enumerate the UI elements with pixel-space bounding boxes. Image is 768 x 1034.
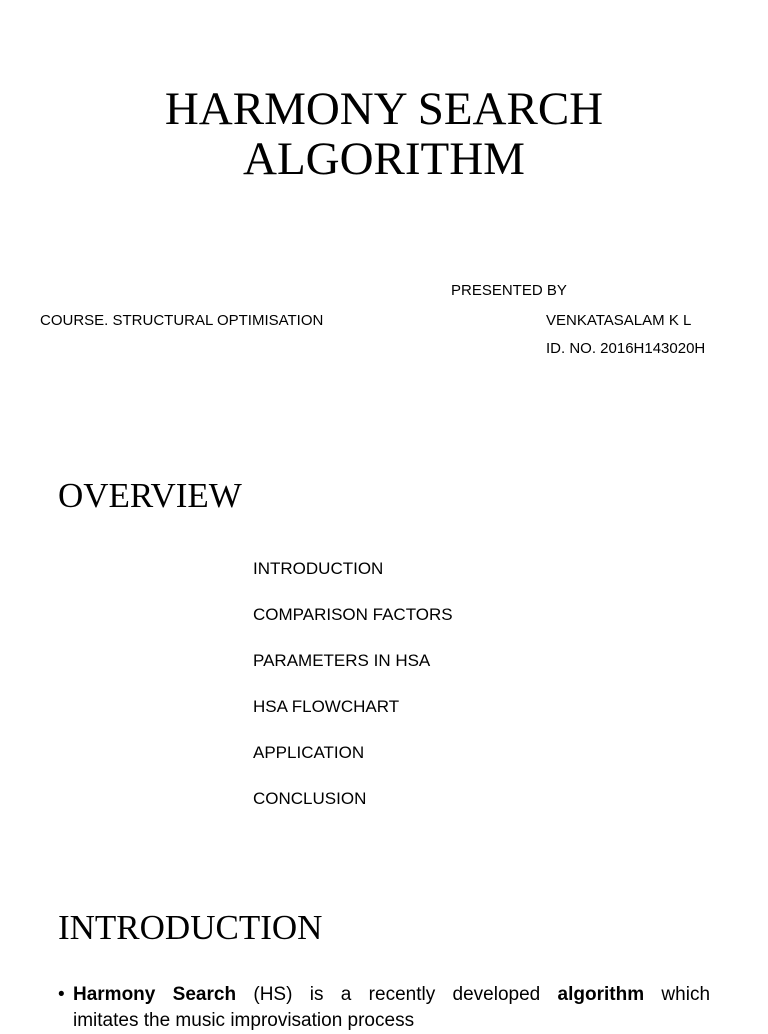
title-line-2: ALGORITHM: [243, 133, 525, 185]
presenter-id: ID. NO. 2016H143020H: [546, 340, 706, 357]
overview-heading: OVERVIEW: [58, 476, 242, 515]
introduction-line-2: imitates the music improvisation process: [73, 1010, 415, 1031]
term-harmony-search: Harmony Search: [73, 984, 237, 1005]
introduction-bullet-text: [58, 982, 710, 1008]
presented-by-label: PRESENTED BY: [451, 282, 567, 299]
overview-list: [253, 558, 453, 834]
overview-item: PARAMETERS IN HSA: [253, 651, 431, 670]
overview-item: INTRODUCTION: [253, 559, 384, 578]
intro-text-part: (HS) is a recently developed: [236, 984, 558, 1005]
presenter-name: VENKATASALAM K L: [546, 312, 692, 329]
overview-item: CONCLUSION: [253, 789, 367, 808]
course-name: COURSE. STRUCTURAL OPTIMISATION: [40, 312, 324, 329]
bullet-icon: •: [58, 984, 65, 1005]
presentation-title: [0, 84, 768, 184]
overview-item: HSA FLOWCHART: [253, 697, 400, 716]
term-algorithm: algorithm: [557, 984, 645, 1005]
title-line-1: HARMONY SEARCH: [164, 83, 604, 135]
introduction-heading: INTRODUCTION: [58, 908, 323, 947]
intro-text-part: which: [644, 984, 711, 1005]
overview-item: COMPARISON FACTORS: [253, 605, 453, 624]
overview-item: APPLICATION: [253, 743, 365, 762]
